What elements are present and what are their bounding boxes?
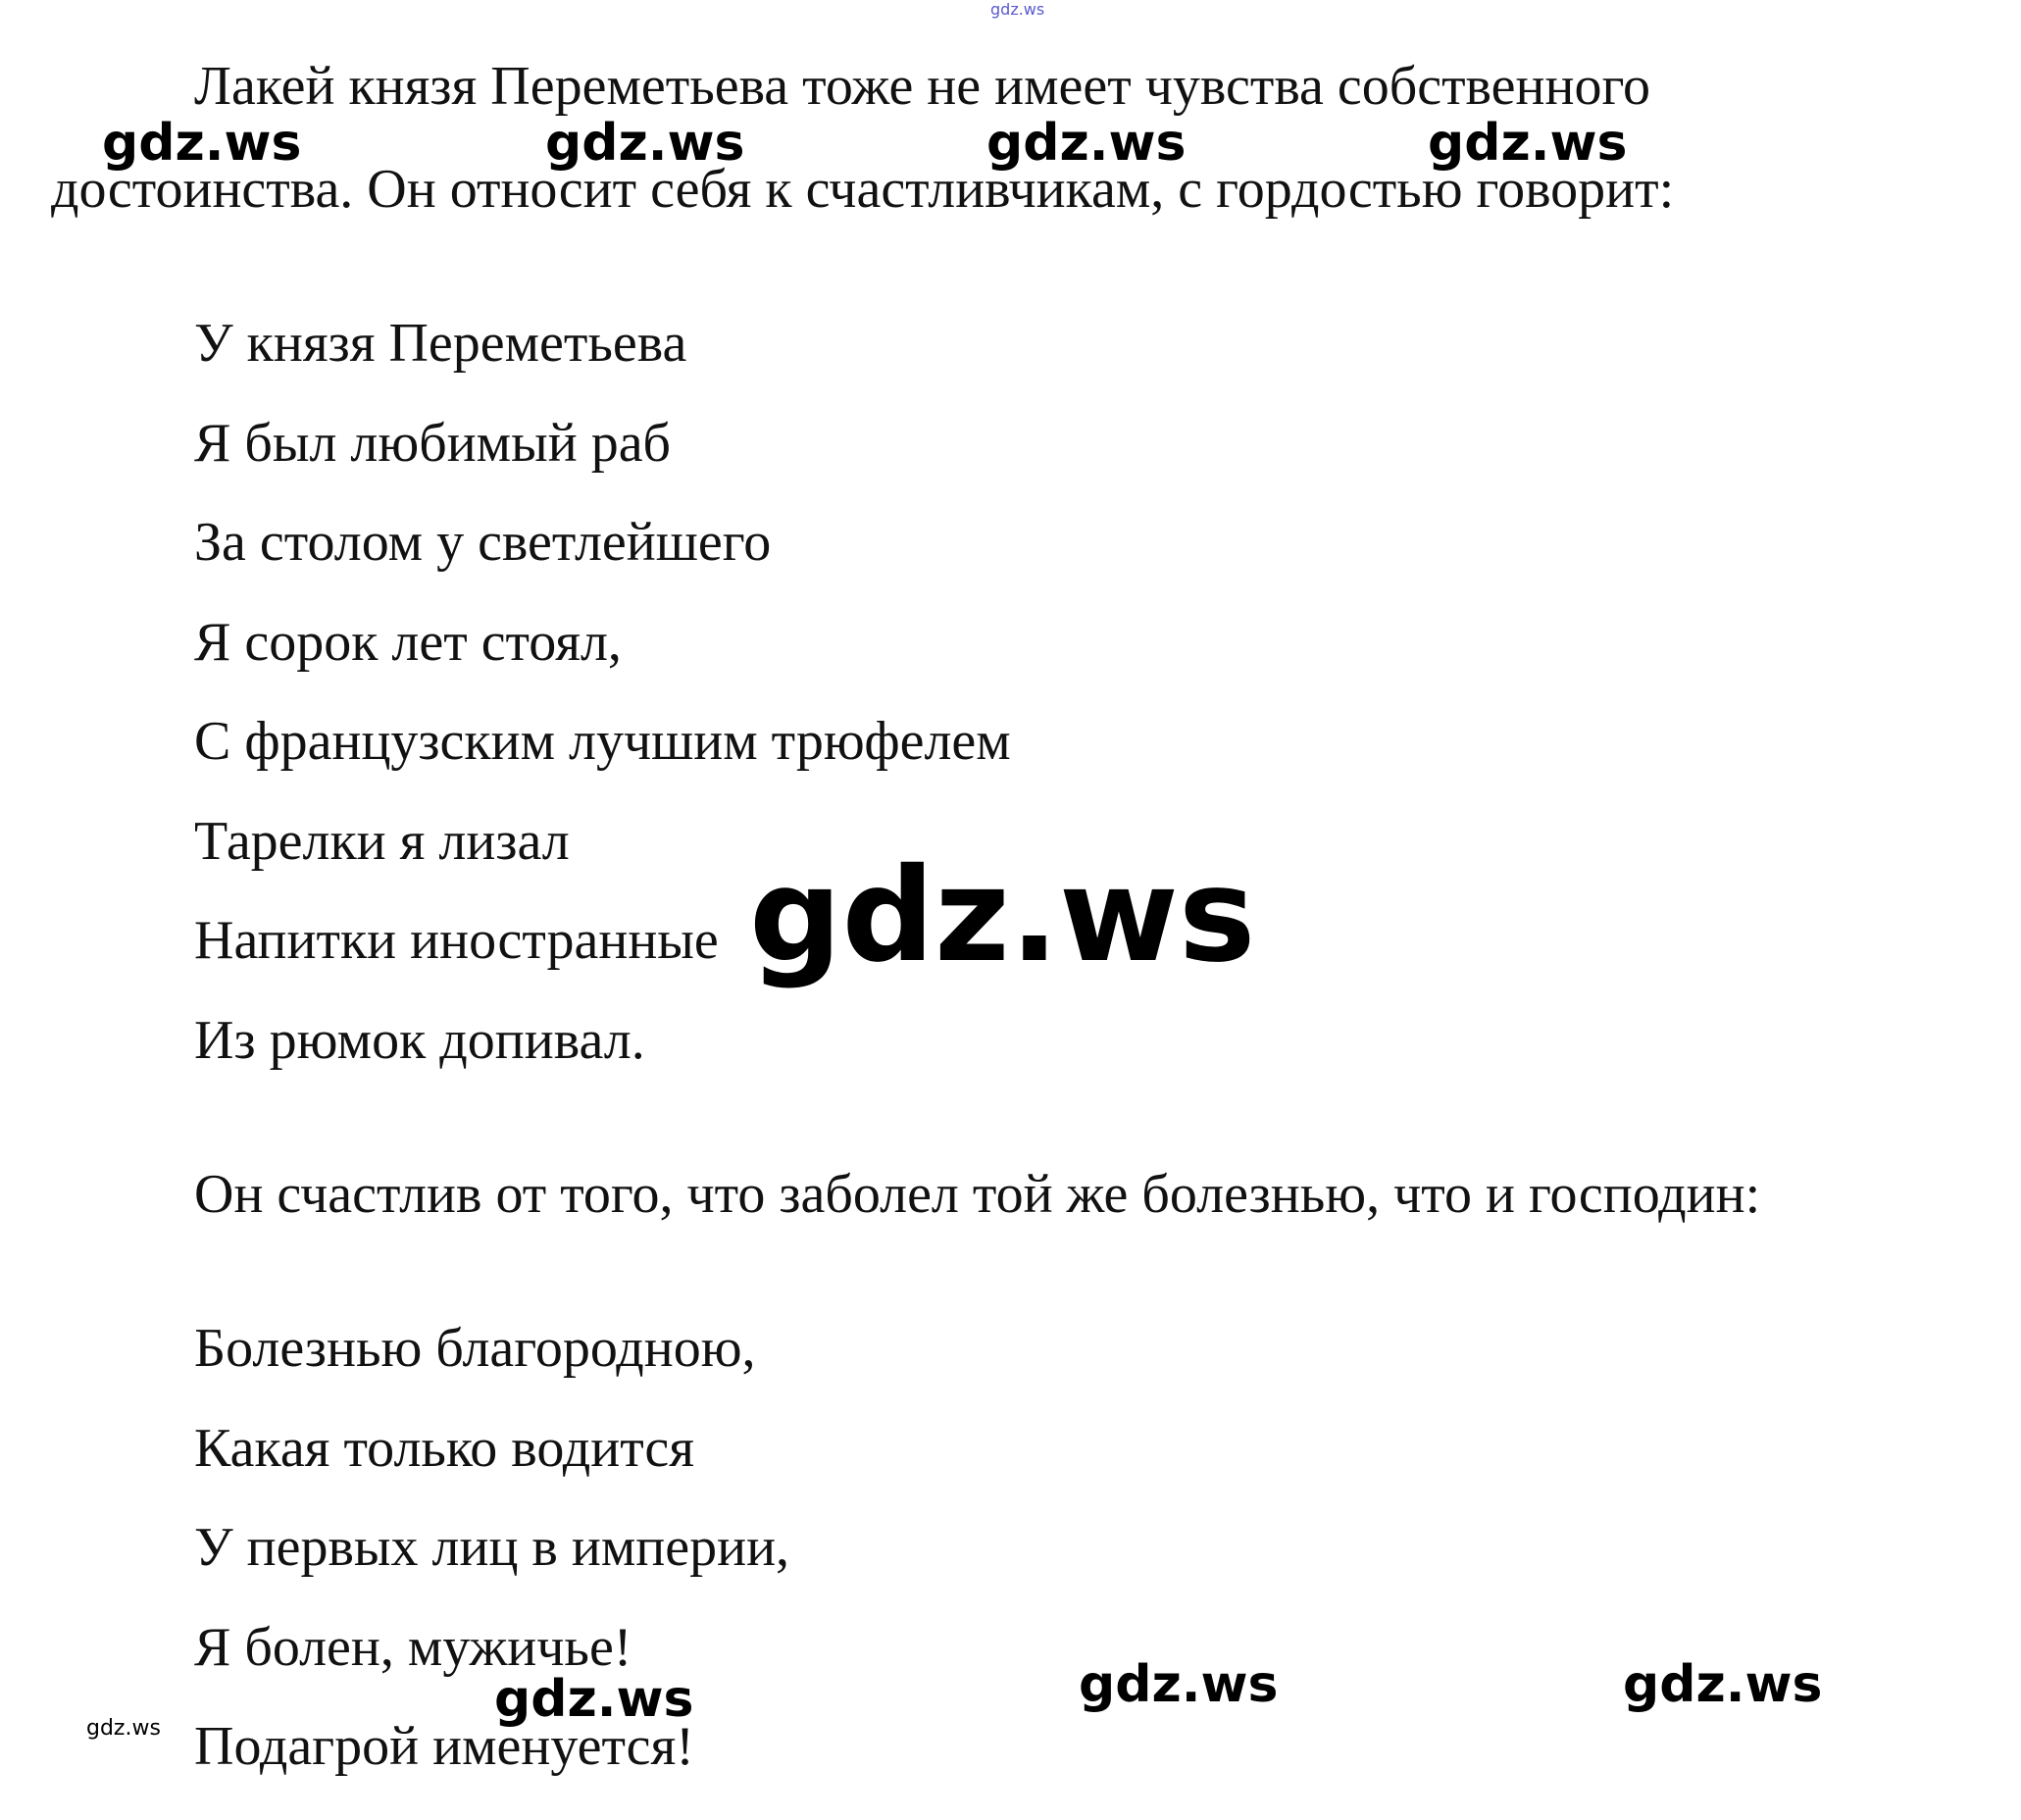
poem1-line-2: Я был любимый раб xyxy=(194,413,672,474)
paragraph-intro-line1: Лакей князя Переметьева тоже не имеет чувства собственного xyxy=(194,56,1651,117)
watermark-top-1: gdz.ws xyxy=(102,114,302,173)
watermark-top-4: gdz.ws xyxy=(1428,114,1628,173)
watermark-bottom-left-small: gdz.ws xyxy=(86,1716,161,1741)
poem2-line-2: Какая только водится xyxy=(194,1418,694,1479)
watermark-top-tiny: gdz.ws xyxy=(990,0,1045,19)
watermark-bottom-2: gdz.ws xyxy=(1079,1655,1279,1714)
poem1-line-6: Тарелки я лизал xyxy=(194,811,570,872)
poem1-line-1: У князя Переметьева xyxy=(194,313,687,374)
poem2-line-4: Я болен, мужичье! xyxy=(194,1617,632,1678)
watermark-top-2: gdz.ws xyxy=(545,114,745,173)
watermark-bottom-1: gdz.ws xyxy=(494,1670,694,1729)
poem2-line-1: Болезнью благородною, xyxy=(194,1318,756,1379)
poem1-line-7: Напитки иностранные xyxy=(194,910,719,971)
paragraph-middle: Он счастлив от того, что заболел той же болезнью, что и господин: xyxy=(194,1164,1761,1225)
poem2-line-3: У первых лиц в империи, xyxy=(194,1517,790,1578)
watermark-center-big: gdz.ws xyxy=(749,840,1256,991)
poem1-line-8: Из рюмок допивал. xyxy=(194,1010,645,1071)
paragraph-intro-line2: достоинства. Он относит себя к счастливчикам, с гордостью говорит: xyxy=(51,159,1675,220)
watermark-bottom-3: gdz.ws xyxy=(1623,1655,1823,1714)
poem2-line-5: Подагрой именуется! xyxy=(194,1716,694,1777)
watermark-top-3: gdz.ws xyxy=(986,114,1187,173)
poem1-line-4: Я сорок лет стоял, xyxy=(194,612,622,673)
poem1-line-5: С французским лучшим трюфелем xyxy=(194,711,1011,772)
poem1-line-3: За столом у светлейшего xyxy=(194,512,772,573)
